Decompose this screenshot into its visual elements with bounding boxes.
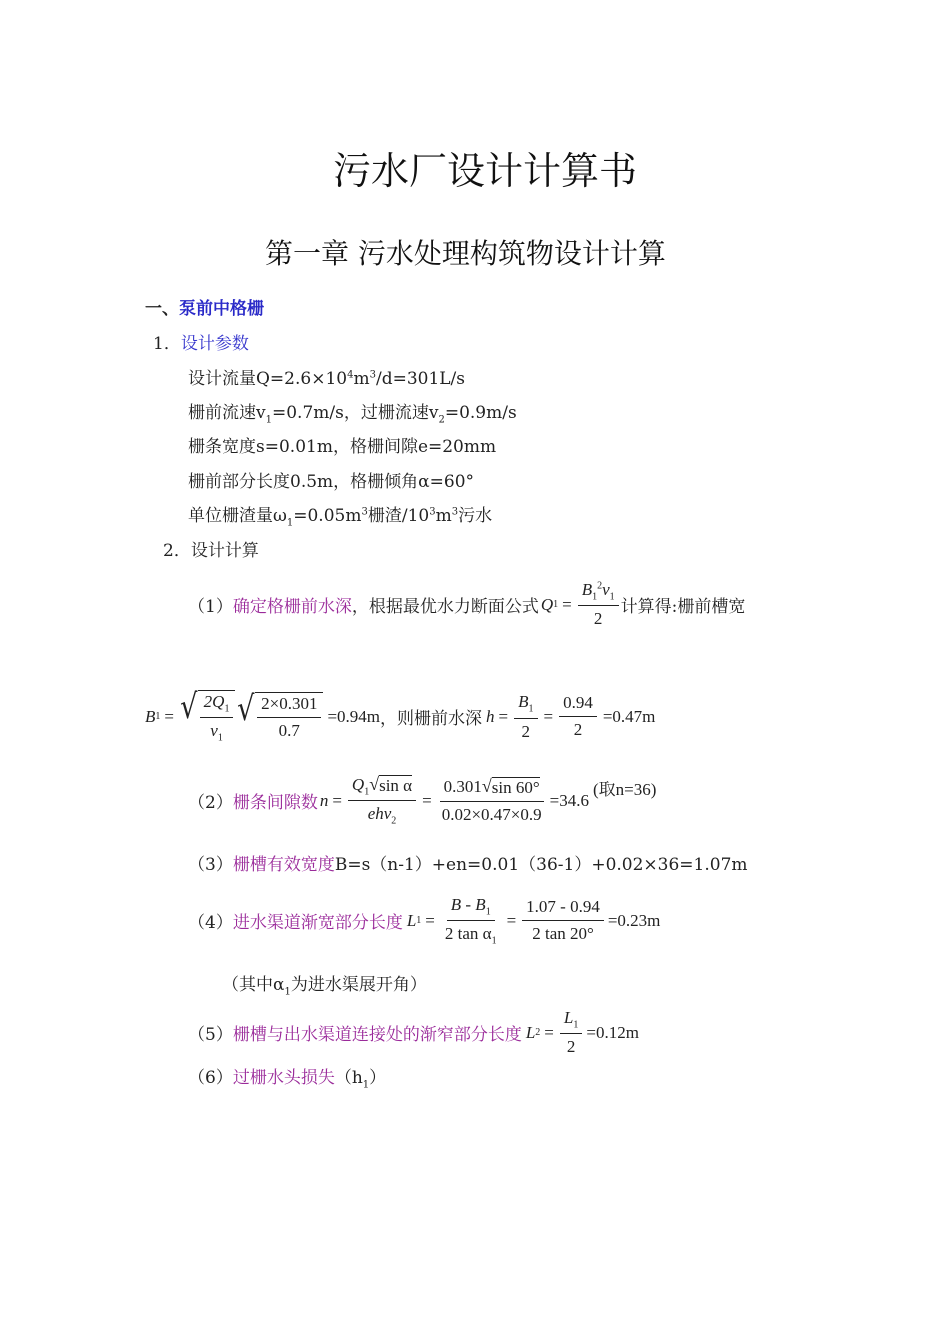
fraction: $Q_1$ √ sin α ehv$_2$ bbox=[348, 775, 416, 827]
step-number: （2） bbox=[188, 793, 233, 814]
sub: 1 bbox=[609, 591, 615, 603]
step-number: （4） bbox=[188, 913, 233, 934]
fraction bbox=[441, 895, 501, 947]
step-text: B=s（n-1）+en=0.01（36-1）+0.02×36=1.07m bbox=[334, 855, 748, 875]
denominator: 2 bbox=[573, 720, 583, 740]
text: 栅前流速v bbox=[188, 403, 266, 423]
fraction: 0.301 √ sin 60° 0.02×0.47×0.9 bbox=[438, 777, 546, 825]
denominator: v bbox=[210, 721, 218, 741]
text: （其中α bbox=[222, 975, 285, 995]
note: (取n=36) bbox=[592, 780, 657, 799]
step5-line: （5） 栅槽与出水渠道连接处的渐窄部分长度 L 2 = $\frac{L_1}{2}$ =0.12m bbox=[188, 1008, 639, 1057]
param-flow bbox=[188, 364, 465, 389]
step4-line: （4） 进水渠道渐宽部分长度 L 1 = $\frac{B - B_1}{2 \tan \alpha_1}$ = $\frac{1.07 - 0.94}{2 \tan 20^\circ}$ =0.23m bbox=[188, 895, 661, 947]
param-flow-tail: /d=301L/s bbox=[375, 369, 466, 389]
subsection-label: 设计参数 bbox=[180, 334, 249, 354]
text: （h bbox=[334, 1068, 363, 1088]
param-flow-unit: m bbox=[353, 369, 370, 389]
step-label: 过栅水头损失 bbox=[232, 1068, 335, 1088]
fraction bbox=[578, 580, 619, 629]
result: =0.23m bbox=[607, 910, 661, 930]
var-L: L bbox=[406, 910, 417, 930]
denominator: ehv bbox=[367, 804, 392, 824]
param-velocity bbox=[188, 398, 517, 425]
sub: 1 bbox=[491, 935, 497, 947]
subsection-number: 1． bbox=[153, 334, 181, 354]
formula-Q1: Q 1 = $\frac{B_1^2v_1}{2}$ bbox=[541, 580, 621, 629]
param-screenings bbox=[188, 501, 492, 528]
sub: 1 bbox=[284, 986, 291, 998]
step-number: （5） bbox=[188, 1025, 233, 1046]
sub: 1 bbox=[528, 703, 534, 715]
denominator: 0.02×0.47×0.9 bbox=[441, 804, 542, 824]
document-title: 污水厂设计计算书 bbox=[333, 149, 638, 193]
sup: 3 bbox=[451, 506, 459, 518]
step-number: （6） bbox=[188, 1068, 233, 1088]
subsection-label: 设计计算 bbox=[190, 541, 259, 561]
numerator: 0.94 bbox=[559, 693, 597, 717]
sup: 2 bbox=[597, 580, 603, 592]
subsection-design-calc bbox=[163, 536, 259, 561]
subsection-number: 2． bbox=[163, 541, 191, 561]
step-number: （1） bbox=[188, 597, 233, 618]
step-number: （3） bbox=[188, 855, 233, 875]
chapter-heading: 第一章 污水处理构筑物设计计算 bbox=[265, 237, 666, 270]
denominator: 2 bbox=[593, 609, 603, 629]
fraction bbox=[559, 693, 597, 740]
sup: 3 bbox=[369, 369, 376, 381]
text: ） bbox=[369, 1068, 387, 1088]
var-B: B bbox=[518, 692, 529, 712]
sqrt: √ $\frac{2Q_1}{v_1}$ bbox=[178, 690, 235, 744]
result: =0.12m bbox=[586, 1022, 639, 1042]
step-label: 栅槽有效宽度 bbox=[232, 855, 335, 875]
sqrt: √ $\frac{2\times 0.301}{0.7}$ bbox=[235, 692, 323, 741]
param-front-length: 栅前部分长度0.5m，格栅倾角α=60° bbox=[188, 472, 475, 492]
sin-term: sin α bbox=[379, 776, 413, 795]
numerator: 0.301 bbox=[443, 776, 482, 796]
var-L: L bbox=[525, 1022, 536, 1042]
text: =0.05m bbox=[293, 506, 362, 526]
sub: 2 bbox=[535, 1027, 541, 1039]
fraction bbox=[257, 694, 321, 741]
step4-note bbox=[222, 970, 427, 997]
section-label: 泵前中格栅 bbox=[179, 299, 264, 319]
numerator: L bbox=[563, 1008, 574, 1027]
sub: 1 bbox=[553, 599, 559, 611]
text: 单位栅渣量ω bbox=[188, 506, 287, 526]
sin-term: sin 60° bbox=[491, 777, 540, 797]
sup: 4 bbox=[347, 369, 354, 381]
text: 污水 bbox=[458, 506, 493, 526]
sub: 1 bbox=[592, 591, 598, 603]
text: ，则栅前水深 bbox=[380, 709, 483, 730]
sub: 1 bbox=[485, 906, 491, 918]
section-prefix: 一、 bbox=[145, 299, 179, 319]
sub: 1 bbox=[265, 414, 272, 426]
param-bar-width: 栅条宽度s=0.01m，格栅间隙e=20mm bbox=[188, 437, 497, 457]
text: =0.7m/s，过栅流速v bbox=[271, 403, 439, 423]
fraction bbox=[522, 897, 604, 944]
sup: 3 bbox=[429, 506, 436, 518]
denominator: 2 tan α bbox=[444, 924, 492, 944]
step-label: 进水渠道渐宽部分长度 bbox=[232, 913, 403, 934]
text: m bbox=[435, 506, 452, 526]
denominator: 0.7 bbox=[278, 721, 300, 741]
step-tail: 计算得:栅前槽宽 bbox=[620, 597, 746, 618]
fraction bbox=[560, 1008, 582, 1057]
step2-line: （2） 栅条间隙数 n = $Q_1$ √ sin α ehv$_2$ = 0.301 √ sin 60° 0.02×0.47×0.9 =34.6 (取n=36) bbox=[188, 774, 657, 827]
sub: 1 bbox=[286, 517, 294, 529]
step-label: 栅槽与出水渠道连接处的渐窄部分长度 bbox=[232, 1025, 522, 1046]
var-n: n bbox=[319, 790, 329, 810]
var-Q: Q bbox=[540, 594, 554, 614]
step-label: 确定格栅前水深 bbox=[232, 597, 352, 618]
equation-B1: B 1 = √ $\frac{2Q_1}{v_1}$ √ $\frac{2\times 0.301}{0.7}$ =0.94m ，则栅前水深 h = $\frac{B_1}{2}$ = $\frac{0.94}{2}$ =0.47m bbox=[145, 687, 656, 744]
sub: 2 bbox=[438, 414, 445, 426]
denominator: 2 tan 20° bbox=[532, 924, 594, 944]
subsection-design-params bbox=[153, 329, 249, 354]
param-flow-text: 设计流量Q=2.6×10 bbox=[188, 369, 348, 389]
denominator: 2 bbox=[521, 721, 531, 741]
step3-line bbox=[188, 850, 748, 875]
sub: 1 bbox=[155, 711, 161, 723]
var-Q: Q bbox=[351, 775, 365, 794]
step-label: 栅条间隙数 bbox=[232, 793, 318, 814]
section-heading bbox=[145, 294, 264, 319]
step1-line bbox=[188, 580, 745, 629]
text: 为进水渠展开角） bbox=[290, 975, 427, 995]
sub: 2 bbox=[391, 815, 397, 827]
sup: 3 bbox=[361, 506, 368, 518]
sub: 1 bbox=[573, 1019, 579, 1031]
numerator: 2Q bbox=[203, 692, 225, 711]
var-v: v bbox=[602, 580, 610, 599]
numerator: 1.07 - 0.94 bbox=[522, 897, 604, 921]
equals: = bbox=[164, 706, 174, 726]
var-B: B bbox=[581, 580, 593, 599]
numerator: 2×0.301 bbox=[257, 694, 321, 718]
sub: 1 bbox=[224, 703, 230, 715]
var-B: B bbox=[145, 706, 156, 726]
result: =0.94m bbox=[327, 706, 381, 726]
sub: 1 bbox=[362, 1079, 370, 1091]
sub: 1 bbox=[217, 732, 223, 744]
text: =0.9m/s bbox=[444, 403, 517, 423]
sub: 1 bbox=[416, 915, 422, 927]
text: 栅渣/10 bbox=[367, 506, 430, 526]
numerator: B - B bbox=[450, 895, 486, 914]
sub: 1 bbox=[364, 786, 370, 798]
step-text: ，根据最优水力断面公式 bbox=[351, 597, 539, 618]
step6-line bbox=[188, 1063, 386, 1090]
var-h: h bbox=[486, 706, 495, 726]
denominator: 2 bbox=[566, 1037, 576, 1057]
fraction bbox=[514, 692, 537, 741]
result: =34.6 bbox=[549, 790, 589, 810]
fraction bbox=[200, 692, 234, 744]
result: =0.47m bbox=[602, 706, 656, 726]
